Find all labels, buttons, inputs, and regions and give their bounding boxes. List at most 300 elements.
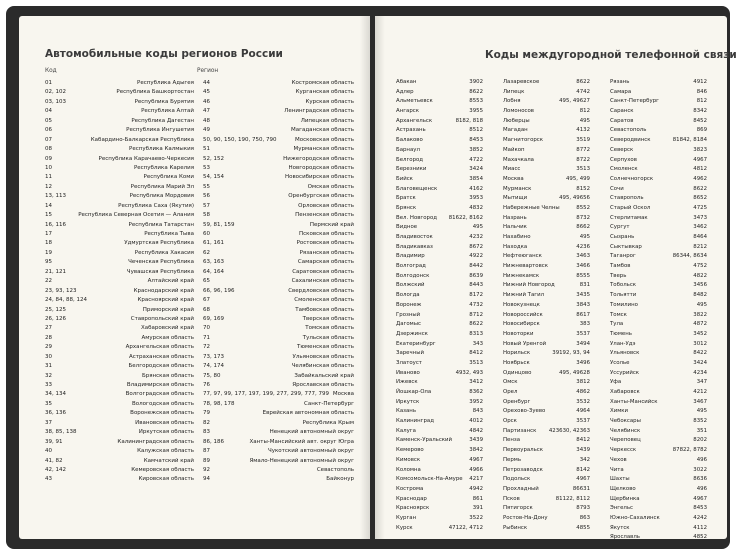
region-row xyxy=(45,466,194,475)
region-row xyxy=(45,475,194,484)
phone-row xyxy=(610,427,707,437)
phone-code: 8622 xyxy=(576,79,590,85)
region-row xyxy=(45,324,194,333)
city-name: Солнечногорск xyxy=(610,175,654,182)
region-name: Оренбургская область xyxy=(288,193,354,200)
phone-code: 4132 xyxy=(576,127,590,134)
city-name: Вел. Новгород xyxy=(396,214,437,221)
region-row xyxy=(203,88,354,97)
region-row xyxy=(45,107,194,116)
phone-row xyxy=(503,194,590,204)
city-name: Казань xyxy=(396,408,417,415)
phone-code: 4855 xyxy=(576,524,590,531)
phone-row xyxy=(610,330,707,340)
region-code: 32 xyxy=(45,372,52,379)
city-name: Сыктывкар xyxy=(610,243,642,250)
region-code: 58 xyxy=(203,212,210,219)
phone-code: 343 xyxy=(472,340,483,347)
city-name: Ульяновск xyxy=(610,350,640,357)
phone-code: 423630, 42363 xyxy=(548,427,590,434)
region-code: 42, 142 xyxy=(45,466,66,473)
city-name: Томилино xyxy=(610,301,638,308)
phone-row xyxy=(396,388,483,398)
region-row xyxy=(203,126,354,135)
city-name: Дзержинск xyxy=(396,330,428,337)
region-row xyxy=(203,145,354,154)
phone-code: 8443 xyxy=(469,282,483,289)
phone-row xyxy=(610,223,707,233)
region-row xyxy=(45,287,194,296)
region-name: Краснодарский край xyxy=(133,287,194,294)
phone-code: 4967 xyxy=(693,156,707,163)
region-code: 75, 80 xyxy=(203,372,221,379)
city-name: Курган xyxy=(396,514,417,521)
phone-row xyxy=(610,156,707,166)
phone-row xyxy=(610,301,707,311)
region-row xyxy=(203,117,354,126)
gutter-shadow xyxy=(375,16,385,539)
region-name: Ставропольский край xyxy=(130,315,194,322)
phone-row xyxy=(396,165,483,175)
region-name: Тверская область xyxy=(302,315,354,322)
region-row xyxy=(45,362,194,371)
phone-row xyxy=(396,204,483,214)
region-row xyxy=(45,457,194,466)
region-row xyxy=(203,353,354,362)
region-row xyxy=(203,381,354,390)
city-name: Тула xyxy=(610,321,624,328)
phone-row xyxy=(610,320,707,330)
phone-row xyxy=(503,436,590,446)
city-name: Краснодар xyxy=(396,495,427,502)
region-name: Республика Саха (Якутия) xyxy=(118,202,194,209)
region-name: Ленинградская область xyxy=(284,108,354,115)
phone-code: 3513 xyxy=(576,166,590,173)
phone-code: 4732 xyxy=(469,301,483,308)
region-row xyxy=(203,230,354,239)
city-name: Химки xyxy=(610,408,629,415)
region-code: 52, 152 xyxy=(203,155,224,162)
region-name: Сахалинская область xyxy=(291,278,354,285)
city-name: Нефтеюганск xyxy=(503,253,542,260)
region-row xyxy=(45,173,194,182)
region-name: Воронежская область xyxy=(130,410,194,417)
city-name: Стерлитамак xyxy=(610,214,648,221)
phone-code: 3435 xyxy=(576,292,590,299)
region-code: 56 xyxy=(203,193,210,200)
city-name: Новоторки xyxy=(503,330,534,337)
region-row xyxy=(203,457,354,466)
city-name: Миасс xyxy=(503,166,521,173)
phone-row xyxy=(396,456,483,466)
phone-row xyxy=(610,524,707,534)
phone-code: 8182, 818 xyxy=(455,117,483,124)
region-name: Амурская область xyxy=(141,334,194,341)
phone-row xyxy=(396,475,483,485)
region-name: Мурманская область xyxy=(293,146,354,153)
phone-code: 495 xyxy=(579,234,590,240)
phone-code: 495 xyxy=(472,224,483,231)
region-row xyxy=(45,372,194,381)
phone-code: 4234 xyxy=(693,369,707,376)
city-name: Новокузнецк xyxy=(503,301,540,308)
region-row xyxy=(203,136,354,145)
region-row xyxy=(203,362,354,371)
phone-row xyxy=(503,175,590,185)
region-row xyxy=(203,268,354,277)
region-name: Еврейская автономная область xyxy=(262,410,354,417)
phone-row xyxy=(396,359,483,369)
region-code: 33 xyxy=(45,382,52,388)
phone-row xyxy=(503,243,590,253)
phone-code: 86344, 8634 xyxy=(672,253,707,260)
phone-code: 8202 xyxy=(693,437,707,444)
phone-code: 4722 xyxy=(469,156,483,163)
phone-row xyxy=(503,407,590,417)
region-name: Саратовская область xyxy=(292,268,354,275)
phone-codes-column-1 xyxy=(396,78,483,533)
city-name: Чехов xyxy=(610,456,627,463)
right-page-title: Коды междугородной телефонной связи xyxy=(485,49,737,61)
city-name: Кемерово xyxy=(396,447,424,454)
region-row xyxy=(203,155,354,164)
city-name: Омск xyxy=(503,379,518,386)
phone-code: 8412 xyxy=(576,437,590,444)
phone-row xyxy=(396,436,483,446)
city-name: Москва xyxy=(503,175,524,182)
region-row xyxy=(45,145,194,154)
phone-code: 3843 xyxy=(576,301,590,308)
phone-row xyxy=(396,262,483,272)
region-row xyxy=(203,164,354,173)
phone-code: 3823 xyxy=(693,146,707,153)
phone-row xyxy=(396,272,483,282)
phone-row xyxy=(503,97,590,107)
region-code: 67 xyxy=(203,297,210,304)
region-row xyxy=(45,381,194,390)
region-name: Курская область xyxy=(305,98,354,105)
region-code: 29 xyxy=(45,344,52,351)
phone-row xyxy=(396,117,483,127)
phone-row xyxy=(396,107,483,117)
city-name: Тверь xyxy=(610,272,627,279)
city-name: Щелково xyxy=(610,485,636,492)
region-code: 38, 85, 138 xyxy=(45,429,77,436)
phone-code: 8464 xyxy=(693,234,707,240)
phone-row xyxy=(396,311,483,321)
region-name: Республика Мордовия xyxy=(129,193,194,200)
phone-code: 4942 xyxy=(469,485,483,492)
city-name: Заречный xyxy=(396,350,424,357)
region-row xyxy=(203,428,354,437)
notebook-spread xyxy=(6,6,737,549)
city-name: Уфа xyxy=(610,379,622,386)
phone-row xyxy=(610,252,707,262)
region-code: 78, 98, 178 xyxy=(203,400,235,407)
region-row xyxy=(203,343,354,352)
region-row xyxy=(203,419,354,428)
phone-row xyxy=(396,417,483,427)
region-name: Иркутская область xyxy=(138,429,194,436)
city-name: Хабаровск xyxy=(610,389,640,395)
city-name: Чебоксары xyxy=(610,418,641,425)
region-row xyxy=(203,306,354,315)
city-name: Сызрань xyxy=(610,234,635,240)
region-row xyxy=(203,390,354,399)
region-name: Республика Алтай xyxy=(141,108,194,115)
city-name: Волгодонск xyxy=(396,272,430,279)
phone-row xyxy=(503,417,590,427)
phone-code: 3424 xyxy=(469,166,483,173)
region-name: Новосибирская область xyxy=(284,174,354,181)
region-name: Республика Дагестан xyxy=(131,117,194,124)
city-name: Челябинск xyxy=(610,427,641,434)
city-name: Кимовск xyxy=(396,456,421,463)
region-name: Республика Ингушетия xyxy=(126,127,194,134)
phone-code: 8622 xyxy=(693,185,707,192)
phone-row xyxy=(503,223,590,233)
region-code: 26, 126 xyxy=(45,315,66,322)
phone-code: 3439 xyxy=(576,447,590,454)
region-code: 19 xyxy=(45,249,52,256)
region-row xyxy=(203,107,354,116)
region-name: Вологодская область xyxy=(132,400,194,407)
phone-code: 495, 49656 xyxy=(559,195,590,202)
region-code: 27 xyxy=(45,325,52,332)
region-code: 69, 169 xyxy=(203,315,224,322)
city-name: Владимир xyxy=(396,253,425,260)
region-name: Республика Хакасия xyxy=(134,249,194,256)
region-row xyxy=(45,306,194,315)
region-code: 65 xyxy=(203,278,210,285)
phone-row xyxy=(396,175,483,185)
phone-row xyxy=(396,330,483,340)
region-code: 02, 102 xyxy=(45,89,66,96)
phone-code: 342 xyxy=(579,456,590,463)
region-row xyxy=(45,98,194,107)
city-name: Липецк xyxy=(503,88,525,95)
phone-code: 3812 xyxy=(576,379,590,386)
region-row xyxy=(45,230,194,239)
city-name: Братск xyxy=(396,195,416,202)
phone-code: 3854 xyxy=(469,175,483,182)
phone-code: 495, 49628 xyxy=(559,369,590,376)
city-name: Тюмень xyxy=(610,330,632,337)
region-code: 30 xyxy=(45,353,52,360)
city-name: Воронеж xyxy=(396,301,422,308)
city-name: Грозный xyxy=(396,311,421,318)
phone-row xyxy=(610,214,707,224)
left-page-title: Автомобильные коды регионов России xyxy=(45,48,283,60)
city-name: Южно-Сахалинск xyxy=(610,514,660,521)
phone-code: 4966 xyxy=(469,466,483,473)
region-code: 60 xyxy=(203,231,210,237)
phone-row xyxy=(610,495,707,505)
region-name: Астраханская область xyxy=(129,353,194,360)
region-name: Рязанская область xyxy=(299,249,354,256)
phone-code: 8512 xyxy=(469,127,483,134)
phone-row xyxy=(610,272,707,282)
phone-row xyxy=(503,301,590,311)
phone-row xyxy=(396,485,483,495)
region-row xyxy=(45,400,194,409)
region-row xyxy=(45,315,194,324)
region-name: Республика Марий Эл xyxy=(130,183,194,190)
phone-row xyxy=(396,398,483,408)
phone-code: 8422 xyxy=(693,350,707,357)
phone-code: 8142 xyxy=(576,466,590,473)
phone-row xyxy=(396,97,483,107)
region-code: 06 xyxy=(45,127,52,134)
region-row xyxy=(203,400,354,409)
phone-code: 8772 xyxy=(576,146,590,153)
city-name: Таганрог xyxy=(610,253,636,260)
region-code: 74, 174 xyxy=(203,363,224,370)
city-name: Ростов-На-Дону xyxy=(503,514,548,521)
region-name: Брянская область xyxy=(141,372,194,379)
city-name: Северодвинск xyxy=(610,137,651,144)
phone-row xyxy=(610,514,707,524)
region-row xyxy=(203,192,354,201)
region-row xyxy=(45,136,194,145)
phone-row xyxy=(503,359,590,369)
region-row xyxy=(45,258,194,267)
phone-row xyxy=(396,446,483,456)
left-page xyxy=(19,16,370,539)
phone-code: 8352 xyxy=(693,418,707,425)
city-name: Якутск xyxy=(610,524,630,531)
city-name: Новороссийск xyxy=(503,311,543,318)
phone-code: 3439 xyxy=(469,437,483,444)
phone-code: 4922 xyxy=(469,253,483,260)
phone-code: 3452 xyxy=(693,330,707,337)
region-row xyxy=(203,296,354,305)
region-name: Ульяновская область xyxy=(292,353,354,360)
phone-code: 8453 xyxy=(693,505,707,512)
phone-row xyxy=(503,126,590,136)
phone-row xyxy=(503,156,590,166)
region-name: Красноярский край xyxy=(137,297,194,304)
phone-code: 8172 xyxy=(469,292,483,299)
region-code: 03, 103 xyxy=(45,98,66,105)
city-name: Иркутск xyxy=(396,398,420,405)
city-name: Альметьевск xyxy=(396,98,433,105)
phone-code: 8622 xyxy=(469,88,483,95)
city-name: Орск xyxy=(503,418,517,425)
city-name: Новый Уренгой xyxy=(503,340,547,347)
region-name: Пензенская область xyxy=(295,212,354,219)
phone-code: 3012 xyxy=(693,340,707,347)
region-code: 57 xyxy=(203,202,210,209)
region-code: 44 xyxy=(203,80,210,86)
region-name: Курганская область xyxy=(295,89,354,96)
phone-code: 3467 xyxy=(693,398,707,405)
region-name: Москва xyxy=(332,391,354,398)
phone-row xyxy=(396,427,483,437)
city-name: Ноябрьск xyxy=(503,359,530,366)
city-name: Томск xyxy=(610,311,627,318)
phone-row xyxy=(503,146,590,156)
phone-code: 4862 xyxy=(576,389,590,395)
region-row xyxy=(45,390,194,399)
city-name: Тольятти xyxy=(610,292,637,299)
region-code: 45 xyxy=(203,89,210,96)
phone-row xyxy=(503,330,590,340)
phone-row xyxy=(610,126,707,136)
region-code: 73, 173 xyxy=(203,353,224,360)
region-code: 13, 113 xyxy=(45,193,66,200)
region-code: 16, 116 xyxy=(45,221,66,228)
city-name: Белгород xyxy=(396,156,424,163)
city-name: Красноярск xyxy=(396,505,430,512)
region-name: Чукотский автономный округ xyxy=(267,448,354,455)
phone-row xyxy=(610,78,707,88)
region-name: Камчатский край xyxy=(143,457,194,464)
region-name: Республика Карелия xyxy=(133,164,194,171)
phone-code: 3424 xyxy=(693,359,707,366)
region-code: 86, 186 xyxy=(203,438,224,445)
region-row xyxy=(203,202,354,211)
region-code: 54, 154 xyxy=(203,174,224,181)
phone-code: 3532 xyxy=(576,398,590,405)
region-code: 53 xyxy=(203,164,210,171)
region-name: Костромская область xyxy=(291,80,354,86)
phone-row xyxy=(503,466,590,476)
city-name: Одинцово xyxy=(503,369,532,376)
region-row xyxy=(203,475,354,484)
phone-row xyxy=(396,88,483,98)
phone-code: 495 xyxy=(579,117,590,124)
phone-code: 3473 xyxy=(693,214,707,221)
region-code: 08 xyxy=(45,146,52,153)
phone-code: 3537 xyxy=(576,330,590,337)
city-name: Бийск xyxy=(396,175,413,182)
region-row xyxy=(203,466,354,475)
phone-code: 8617 xyxy=(576,311,590,318)
phone-code: 4112 xyxy=(693,524,707,531)
region-code: 87 xyxy=(203,448,210,455)
phone-row xyxy=(396,320,483,330)
city-name: Набережные Челны xyxy=(503,204,560,211)
phone-code: 4832 xyxy=(469,204,483,211)
phone-code: 8482 xyxy=(693,292,707,299)
region-code: 66, 96, 196 xyxy=(203,287,235,294)
phone-row xyxy=(396,194,483,204)
region-row xyxy=(203,211,354,220)
region-name: Орловская область xyxy=(298,202,354,209)
phone-code: 3494 xyxy=(576,340,590,347)
header-code: Код xyxy=(45,68,57,74)
region-code: 49 xyxy=(203,127,210,134)
city-name: Рыбинск xyxy=(503,524,528,531)
region-name: Пермский край xyxy=(309,221,354,228)
phone-row xyxy=(396,281,483,291)
phone-code: 3822 xyxy=(693,311,707,318)
region-code: 07 xyxy=(45,136,52,143)
city-name: Дагомыс xyxy=(396,321,421,328)
city-name: Адлер xyxy=(396,88,414,95)
phone-code: 351 xyxy=(696,427,707,434)
region-row xyxy=(45,447,194,456)
phone-row xyxy=(610,466,707,476)
city-name: Тобольск xyxy=(610,282,637,289)
phone-code: 4842 xyxy=(469,427,483,434)
phone-code: 8639 xyxy=(469,272,483,279)
region-row xyxy=(203,334,354,343)
region-code: 43 xyxy=(45,476,52,483)
phone-row xyxy=(610,378,707,388)
region-name: Ростовская область xyxy=(296,240,354,247)
